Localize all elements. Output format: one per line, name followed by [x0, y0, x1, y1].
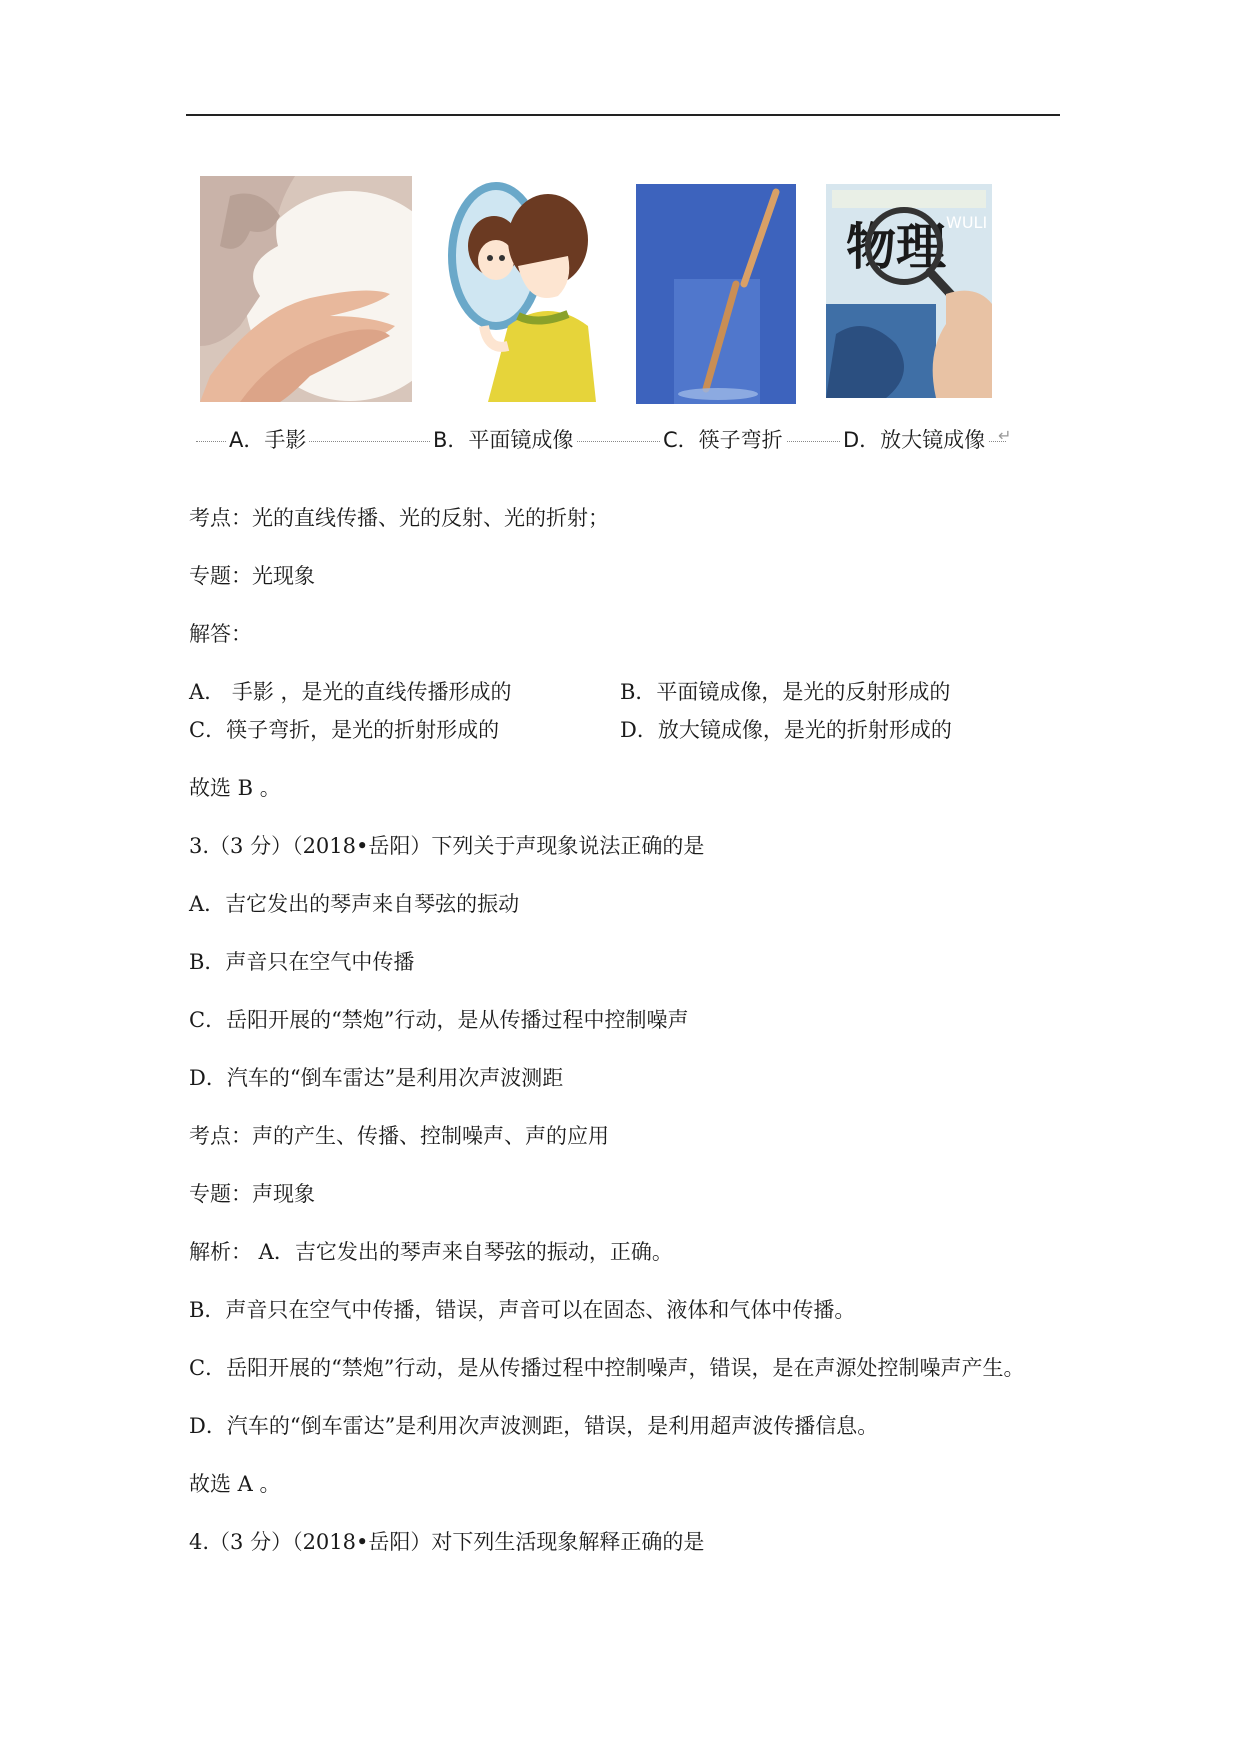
q2-option-a: A. 手影 ，是光的直线传播形成的 [189, 680, 512, 704]
q2-option-d: D．放大镜成像，是光的折射形成的 [620, 718, 952, 742]
bent-chopstick-image [636, 184, 796, 404]
q3-analysis-d: D．汽车的“倒车雷达”是利用次声波测距，错误，是利用超声波传播信息。 [189, 1414, 879, 1438]
q2-kaodian: 考点：光的直线传播、光的反射、光的折射； [189, 506, 609, 530]
q3-option-b: B．声音只在空气中传播 [189, 950, 415, 974]
q3-analysis-c: C．岳阳开展的“禁炮”行动，是从传播过程中控制噪声，错误，是在声源处控制噪声产生。 [189, 1356, 1025, 1380]
q3-answer: 故选 A 。 [189, 1472, 281, 1496]
q2-option-c: C．筷子弯折，是光的折射形成的 [189, 718, 500, 742]
caption-c: C．筷子弯折 [660, 424, 786, 454]
q2-zhuanti: 专题：光现象 [189, 564, 315, 588]
q2-answer: 故选 B 。 [189, 776, 281, 800]
q3-option-a: A．吉它发出的琴声来自琴弦的振动 [189, 892, 520, 916]
q2-jieda: 解答： [189, 622, 252, 646]
book-subtitle: WULI [946, 213, 988, 232]
q3-zhuanti: 专题：声现象 [189, 1182, 315, 1206]
header-rule [186, 114, 1060, 116]
magnifier-book-image [826, 184, 992, 398]
q3-analysis-a: 解析： A．吉它发出的琴声来自琴弦的振动，正确。 [189, 1240, 673, 1264]
book-title: 物理 [846, 217, 946, 276]
q3-option-c: C．岳阳开展的“禁炮”行动，是从传播过程中控制噪声 [189, 1008, 689, 1032]
q3-stem: 3.（3 分）（2018•岳阳）下列关于声现象说法正确的是 [189, 834, 705, 858]
figure-caption-row [196, 424, 1012, 458]
hand-shadow-image [200, 176, 412, 402]
return-arrow-icon: ↵ [998, 426, 1012, 445]
q3-kaodian: 考点：声的产生、传播、控制噪声、声的应用 [189, 1124, 609, 1148]
caption-b: B．平面镜成像 [430, 424, 576, 454]
q2-option-b: B．平面镜成像，是光的反射形成的 [620, 680, 951, 704]
q3-option-d: D．汽车的“倒车雷达”是利用次声波测距 [189, 1066, 564, 1090]
q3-analysis-b: B．声音只在空气中传播，错误，声音可以在固态、液体和气体中传播。 [189, 1298, 856, 1322]
mirror-girl-image [448, 176, 596, 402]
caption-a: A．手影 [226, 424, 309, 454]
caption-d: D．放大镜成像 [840, 424, 988, 454]
q4-stem: 4.（3 分）（2018•岳阳）对下列生活现象解释正确的是 [189, 1530, 705, 1554]
